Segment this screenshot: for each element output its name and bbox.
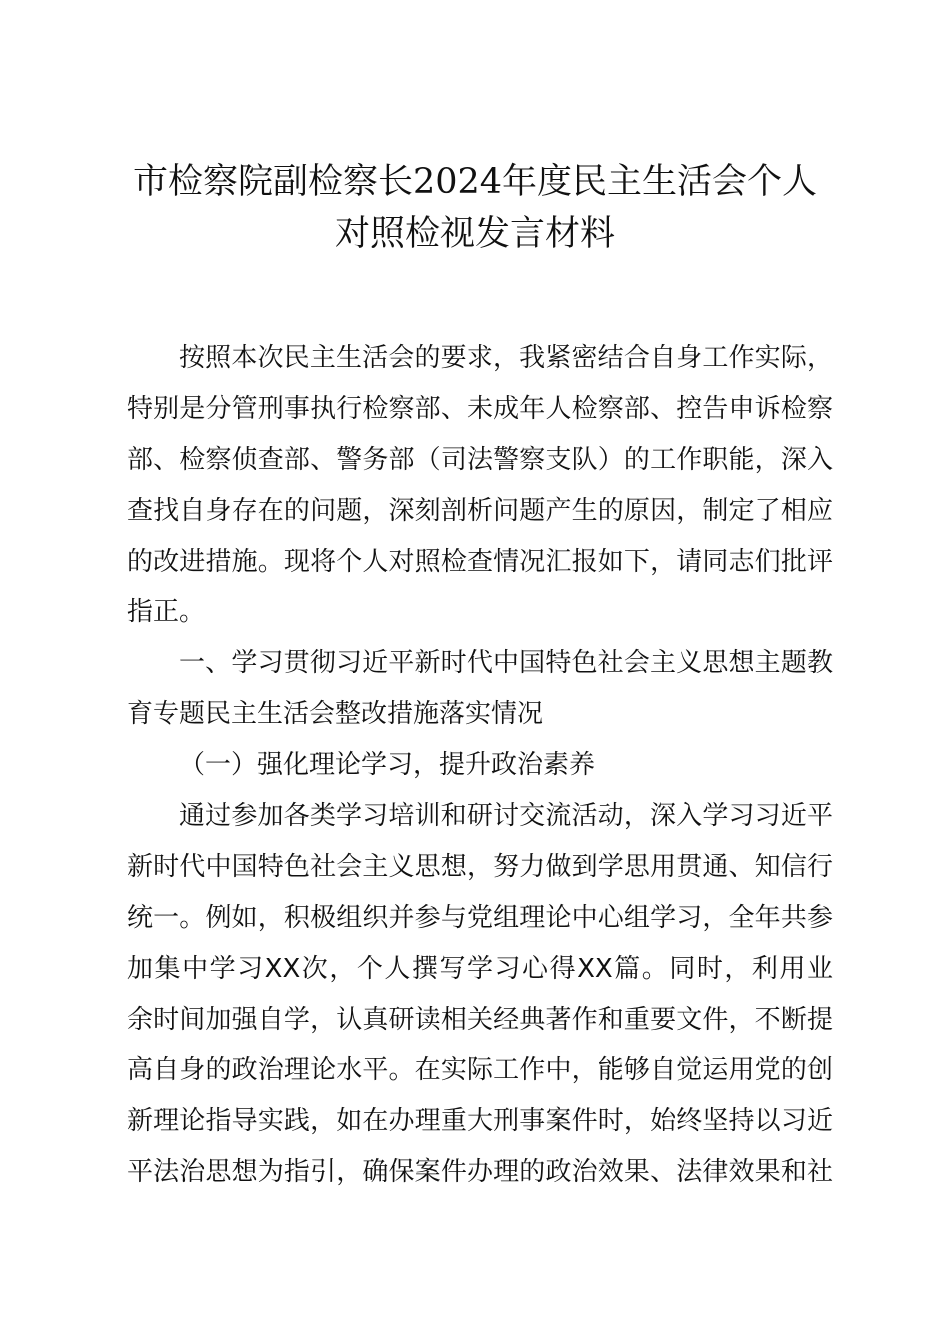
text-line: 一、学习贯彻习近平新时代中国特色社会主义思想主题教 — [179, 648, 833, 679]
text-line: （一）强化理论学习，提升政治素养 — [179, 750, 596, 781]
text-line: 加集中学习XX次，个人撰写学习心得XX篇。同时，利用业 — [127, 953, 833, 984]
title-line-1: 市检察院副检察长2024年度民主生活会个人 — [132, 162, 818, 202]
text-line: 新时代中国特色社会主义思想，努力做到学思用贯通、知信行 — [127, 851, 833, 882]
text-line: 统一。例如，积极组织并参与党组理论中心组学习，全年共参 — [127, 902, 833, 933]
title-line-2: 对照检视发言材料 — [334, 214, 615, 254]
intro-paragraph — [127, 333, 833, 638]
text-line: 查找自身存在的问题，深刻剖析问题产生的原因，制定了相应 — [127, 495, 833, 526]
body-paragraph — [127, 791, 833, 1198]
text-line: 新理论指导实践，如在办理重大刑事案件时，始终坚持以习近 — [127, 1106, 833, 1137]
text-line: 通过参加各类学习培训和研讨交流活动，深入学习习近平 — [179, 801, 833, 832]
section-heading — [127, 638, 833, 740]
subsection-heading — [127, 740, 833, 791]
text-line: 指正。 — [127, 597, 206, 628]
text-line: 特别是分管刑事执行检察部、未成年人检察部、控告申诉检察 — [127, 393, 833, 424]
text-line: 高自身的政治理论水平。在实际工作中，能够自觉运用党的创 — [127, 1055, 833, 1086]
text-line: 按照本次民主生活会的要求，我紧密结合自身工作实际， — [179, 343, 833, 373]
text-line: 育专题民主生活会整改措施落实情况 — [127, 699, 544, 730]
document-body — [127, 333, 833, 1198]
text-line: 的改进措施。现将个人对照检查情况汇报如下，请同志们批评 — [127, 546, 833, 577]
document-title — [100, 156, 850, 260]
text-line: 平法治思想为指引，确保案件办理的政治效果、法律效果和社 — [127, 1157, 833, 1188]
text-line: 部、检察侦查部、警务部（司法警察支队）的工作职能，深入 — [127, 444, 833, 475]
text-line: 余时间加强自学，认真研读相关经典著作和重要文件，不断提 — [127, 1004, 833, 1035]
